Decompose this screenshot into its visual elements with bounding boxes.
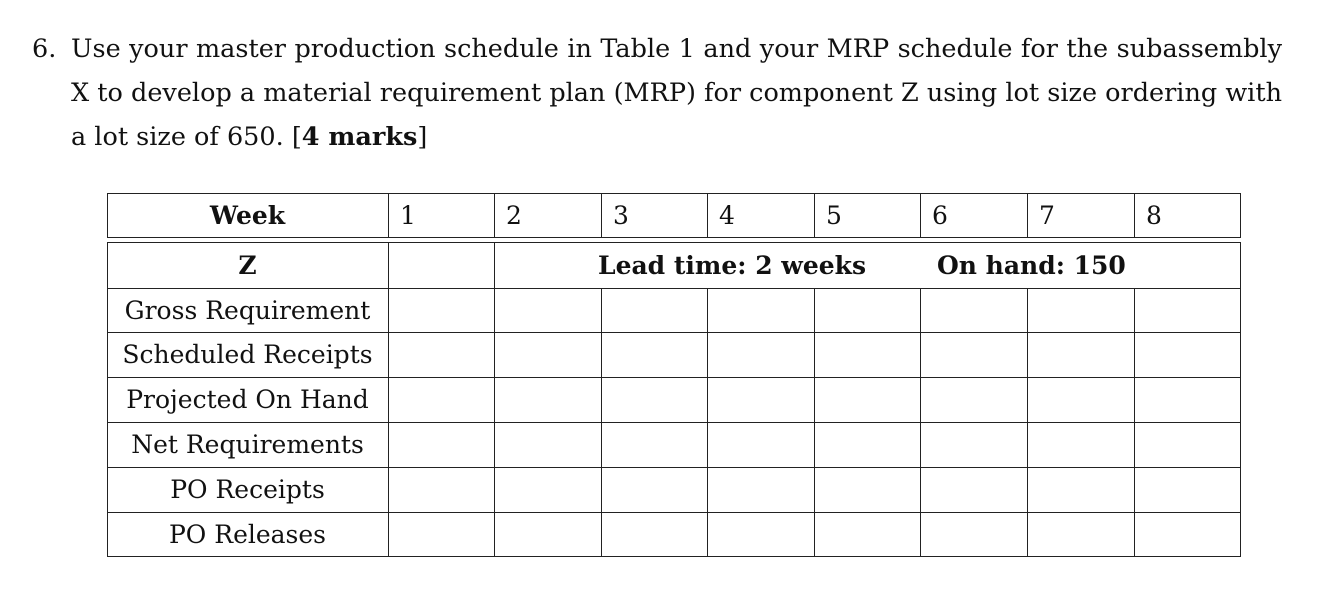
week-number: 1 bbox=[400, 200, 416, 230]
question-text bbox=[71, 27, 1282, 159]
row-label-po-releases: PO Releases bbox=[168, 519, 327, 549]
week-number: 7 bbox=[1039, 200, 1055, 230]
week-number: 5 bbox=[826, 200, 842, 230]
week-number: 2 bbox=[506, 200, 522, 230]
column-divider bbox=[601, 288, 602, 556]
week-number: 6 bbox=[932, 200, 948, 230]
mrp-table bbox=[107, 193, 1241, 557]
column-divider bbox=[494, 288, 495, 556]
column-divider bbox=[1240, 193, 1241, 237]
question-block bbox=[32, 27, 1282, 159]
column-divider bbox=[1134, 288, 1135, 556]
row-label-scheduled-receipts: Scheduled Receipts bbox=[122, 340, 373, 369]
column-divider bbox=[1027, 288, 1028, 556]
marks-label: 4 marks bbox=[301, 122, 418, 152]
column-divider bbox=[707, 288, 708, 556]
column-divider bbox=[814, 288, 815, 556]
week-header-label: Week bbox=[209, 200, 286, 230]
on-hand-label: On hand: 150 bbox=[937, 250, 1126, 280]
week-number: 4 bbox=[719, 200, 735, 230]
row-label-net-requirements: Net Requirements bbox=[131, 430, 364, 459]
header-bottom-border bbox=[107, 237, 1241, 238]
row-label-projected-on-hand: Projected On Hand bbox=[126, 385, 369, 414]
column-divider bbox=[920, 288, 921, 556]
column-divider bbox=[388, 288, 389, 556]
item-label: Z bbox=[238, 250, 257, 280]
week-number: 8 bbox=[1146, 200, 1162, 230]
question-end-bracket: ] bbox=[417, 122, 428, 152]
column-divider bbox=[1240, 288, 1241, 556]
question-number: 6. bbox=[32, 34, 57, 64]
row-label-po-receipts: PO Receipts bbox=[170, 475, 325, 504]
question-body: Use your master production schedule in Table 1 and your MRP schedule for the subassembly X to develop a material requirement plan (MRP) for component Z using lot size ordering with a lot size of 650. [ bbox=[71, 34, 1282, 152]
column-divider bbox=[1240, 242, 1241, 288]
week-number: 3 bbox=[613, 200, 629, 230]
row-label-gross-requirement: Gross Requirement bbox=[124, 295, 371, 325]
column-divider bbox=[388, 242, 389, 288]
table-bottom-border bbox=[107, 556, 1241, 557]
lead-time-label: Lead time: 2 weeks bbox=[598, 250, 867, 280]
column-divider bbox=[494, 242, 495, 288]
